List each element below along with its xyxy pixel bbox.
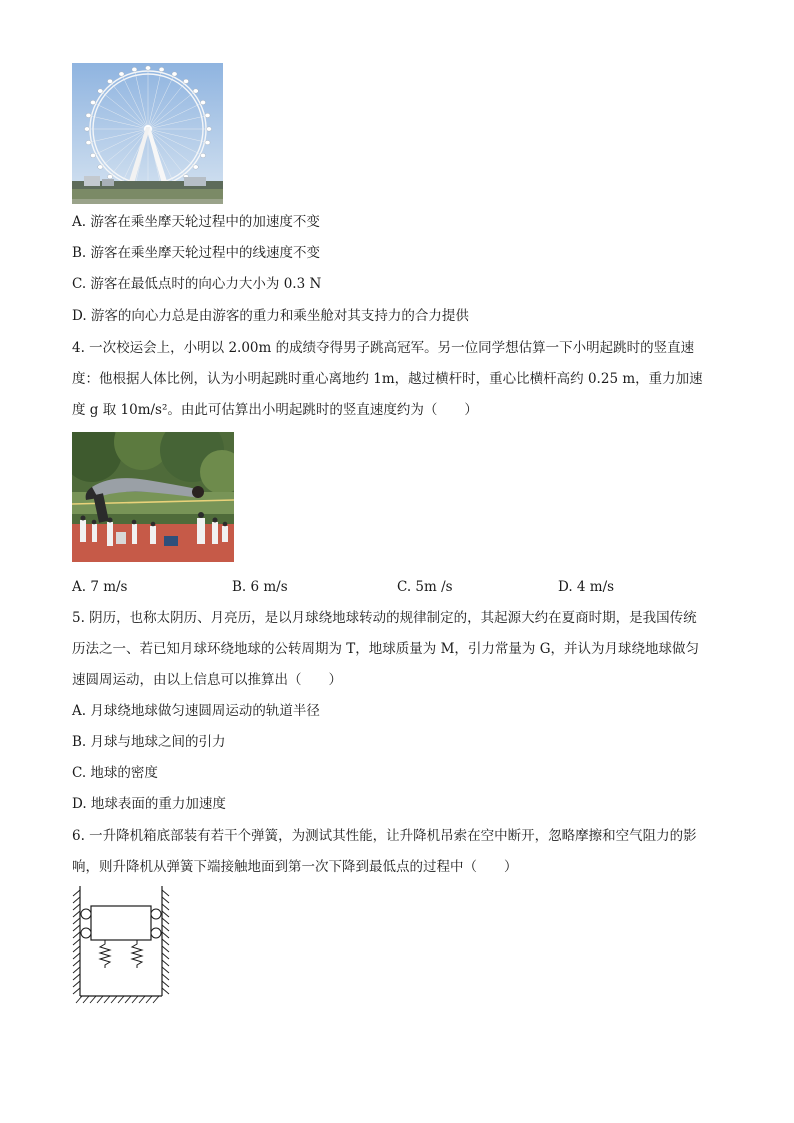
- q3-option-b[interactable]: B. 游客在乘坐摩天轮过程中的线速度不变: [72, 245, 321, 261]
- ferris-cabin: [200, 153, 205, 157]
- q4-option-a[interactable]: A. 7 m/s: [72, 579, 128, 595]
- high-jump-photo: [72, 432, 234, 562]
- q3-option-a[interactable]: A. 游客在乘坐摩天轮过程中的加速度不变: [72, 214, 320, 230]
- q5-option-a[interactable]: A. 月球绕地球做匀速圆周运动的轨道半径: [72, 703, 320, 719]
- ferris-cabin: [119, 72, 124, 76]
- q4-option-c[interactable]: C. 5m /s: [397, 579, 453, 595]
- q3-option-d[interactable]: D. 游客的向心力总是由游客的重力和乘坐舱对其支持力的合力提供: [72, 308, 469, 324]
- ferris-cabin: [132, 67, 137, 71]
- ferris-cabin: [90, 100, 95, 104]
- ferris-cabin: [107, 175, 112, 179]
- ferris-cabin: [90, 153, 95, 157]
- q6-stem-line-1: 6. 一升降机箱底部装有若干个弹簧，为测试其性能，让升降机吊索在空中断开，忽略摩擦和空气阻力的影: [72, 828, 697, 844]
- q3-option-c[interactable]: C. 游客在最低点时的向心力大小为 0.3 N: [72, 276, 322, 292]
- q4-options: [72, 578, 732, 596]
- ferris-cabin: [98, 165, 103, 169]
- ferris-wheel-photo: [72, 63, 223, 204]
- q4-stem-line-1: 4. 一次校运会上，小明以 2.00m 的成绩夺得男子跳高冠军。另一位同学想估算一下小明起跳时的竖直速: [72, 340, 695, 356]
- q5-option-c[interactable]: C. 地球的密度: [72, 765, 158, 781]
- ferris-cabin: [172, 72, 177, 76]
- ferris-cabin: [193, 165, 198, 169]
- ferris-cabin: [159, 67, 164, 71]
- ferris-cabin: [200, 100, 205, 104]
- q5-stem-line-1: 5. 阴历，也称太阴历、月亮历，是以月球绕地球转动的规律制定的，其起源大约在夏商时期，是我国传统: [72, 610, 697, 626]
- ferris-cabin: [98, 89, 103, 93]
- q4-stem-line-3: 度 g 取 10m/s²。由此可估算出小明起跳时的竖直速度约为（ ）: [72, 402, 478, 418]
- q5-stem-line-2: 历法之一、若已知月球环绕地球的公转周期为 T，地球质量为 M，引力常量为 G，并认为月球绕地球做匀: [72, 641, 699, 657]
- ferris-cabin: [145, 66, 150, 70]
- q5-option-b[interactable]: B. 月球与地球之间的引力: [72, 734, 226, 750]
- ferris-cabin: [206, 127, 211, 131]
- q4-option-d[interactable]: D. 4 m/s: [558, 579, 615, 595]
- ferris-cabin: [86, 113, 91, 117]
- elevator-spring-diagram: [72, 886, 172, 1004]
- ferris-cabin: [84, 127, 89, 131]
- q5-stem-line-3: 速圆周运动，由以上信息可以推算出（ ）: [72, 672, 342, 688]
- q6-stem-line-2: 响，则升降机从弹簧下端接触地面到第一次下降到最低点的过程中（ ）: [72, 859, 518, 875]
- ferris-cabin: [205, 140, 210, 144]
- q4-option-b[interactable]: B. 6 m/s: [232, 579, 288, 595]
- ferris-cabin: [193, 89, 198, 93]
- ferris-cabin: [183, 79, 188, 83]
- q4-stem-line-2: 度：他根据人体比例，认为小明起跳时重心离地约 1m，越过横杆时，重心比横杆高约 0.25 m，重力加速: [72, 371, 703, 387]
- q5-option-d[interactable]: D. 地球表面的重力加速度: [72, 796, 226, 812]
- ferris-cabin: [107, 79, 112, 83]
- ferris-cabin: [205, 113, 210, 117]
- ferris-cabin: [86, 140, 91, 144]
